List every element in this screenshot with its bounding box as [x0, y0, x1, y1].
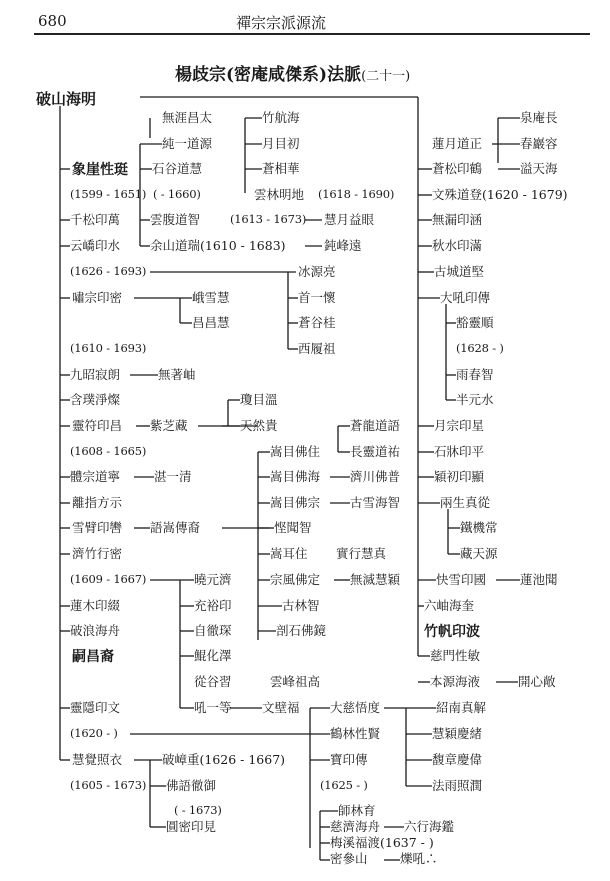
lineage-node: 純一道源	[162, 136, 213, 151]
lineage-node: 充裕印	[194, 598, 232, 613]
lineage-node: 嵩目佛住	[270, 444, 321, 459]
lineage-node: 嵩目佛海	[270, 469, 321, 484]
lineage-node: 紹南真解	[436, 700, 487, 715]
lineage-node: 雲峰祖高	[270, 674, 321, 689]
lineage-node: 首一懷	[298, 290, 336, 305]
lineage-node: 慧穎慶緒	[432, 726, 483, 741]
lineage-node: 梅溪福渡(1637 - )	[330, 835, 434, 850]
lineage-node: 天然貴	[240, 418, 278, 433]
lineage-node: 兩生真從	[440, 495, 491, 510]
lineage-node: (1613 - 1673)	[230, 212, 307, 226]
lineage-node: 蒼相華	[262, 161, 300, 176]
lineage-node: 鯤化澤	[194, 648, 232, 663]
lineage-node: (1608 - 1665)	[70, 444, 147, 458]
lineage-node: 蓮木印綴	[70, 598, 121, 613]
lineage-node: 秋水印滿	[432, 238, 483, 253]
lineage-node: ( - 1673)	[174, 803, 222, 817]
lineage-node: 慧月益眼	[324, 212, 375, 227]
lineage-node: 濟竹行密	[72, 546, 123, 561]
lineage-node: 半元水	[456, 392, 494, 407]
lineage-node: 蓮月道正	[432, 136, 483, 151]
lineage-node: 濟川佛普	[350, 469, 401, 484]
lineage-node: 六岫海奎	[424, 598, 475, 613]
lineage-node: 破浪海舟	[70, 623, 121, 638]
lineage-node: 吼一等	[194, 700, 232, 715]
lineage-node: 石牀印平	[434, 444, 485, 459]
lineage-node: 蒼龍道語	[350, 418, 401, 433]
lineage-node: 爍吼∴	[400, 851, 438, 866]
lineage-node: 竹航海	[262, 110, 300, 125]
lineage-node: 古城道堅	[434, 264, 485, 279]
lineage-node: 古林智	[282, 598, 320, 613]
lineage-node: 瓊目溫	[240, 392, 278, 407]
lineage-node: 快雪印國	[436, 572, 487, 587]
lineage-node: 大慈悟度	[330, 700, 381, 715]
lineage-node: 慈濟海舟	[330, 819, 381, 834]
lineage-node: 余山道瑞(1610 - 1683)	[150, 238, 286, 253]
lineage-node: 自徹琛	[194, 623, 232, 638]
chart-title-suffix: (二十一)	[361, 69, 411, 84]
lineage-node: 古雪海智	[350, 495, 401, 510]
lineage-node: 無著岫	[158, 367, 196, 382]
lineage-node: (1625 - )	[320, 778, 368, 792]
lineage-node: 昌昌慧	[192, 315, 230, 330]
lineage-node: 本源海液	[430, 674, 481, 689]
lineage-node: 靈符印昌	[72, 418, 123, 433]
lineage-node: 紫芝藏	[150, 418, 188, 433]
lineage-node: 嗣昌裔	[72, 649, 114, 665]
lineage-node: (1618 - 1690)	[318, 187, 395, 201]
lineage-node: 慈門性敏	[430, 648, 481, 663]
lineage-node: 文殊道登(1620 - 1679)	[432, 187, 568, 202]
lineage-node: 嵩耳住	[270, 546, 308, 561]
lineage-node: 峨雪慧	[192, 290, 230, 305]
lineage-node: 文壁福	[262, 700, 300, 715]
lineage-node: 九昭寂朗	[70, 367, 121, 382]
lineage-node: 實行慧真	[336, 546, 387, 561]
lineage-node: 穎初印顯	[434, 469, 485, 484]
lineage-node: 無漏印涵	[432, 212, 483, 227]
lineage-node: 體宗道寧	[70, 469, 121, 484]
page-number: 680	[38, 12, 67, 30]
lineage-node: 月宗印星	[434, 418, 485, 433]
lineage-node: 寶印傳	[330, 752, 368, 767]
lineage-node: 佛語徹御	[166, 778, 217, 793]
lineage-node: 慧覺照衣	[72, 752, 123, 767]
lineage-node: 馥章慶偉	[432, 752, 483, 767]
lineage-node: ( - 1660)	[153, 187, 201, 201]
lineage-node: 剖石佛鏡	[276, 623, 327, 638]
lineage-node: 嘯宗印密	[72, 290, 123, 305]
lineage-node: 雪臂印轡	[72, 520, 123, 535]
lineage-node: 法雨照潤	[432, 778, 483, 793]
lineage-node: 雲腹道智	[150, 212, 201, 227]
lineage-node: (1609 - 1667)	[70, 572, 147, 586]
lineage-node: (1610 - 1693)	[70, 341, 147, 355]
lineage-node: 嵩目佛宗	[270, 495, 321, 510]
chart-title-main: 楊歧宗(密庵咸傑系)法脈	[175, 65, 362, 85]
lineage-node: 石谷道慧	[152, 161, 203, 176]
lineage-node: (1605 - 1673)	[70, 778, 147, 792]
lineage-node: 冰源亮	[298, 264, 336, 279]
lineage-node: 悭聞智	[274, 520, 312, 535]
lineage-node: 溢天海	[520, 161, 558, 176]
lineage-node: 鐵機常	[460, 520, 498, 535]
lineage-node: 竹帆印波	[424, 624, 480, 640]
lineage-node: 雨春智	[456, 367, 494, 382]
lineage-node: 豁靈順	[456, 315, 494, 330]
root-master: 破山海明	[36, 90, 97, 108]
lineage-node: 雲林明地	[254, 187, 305, 202]
lineage-node: 云嶠印水	[70, 238, 121, 253]
lineage-node: 離指方示	[72, 495, 123, 510]
lineage-node: 開心敞	[518, 674, 556, 689]
lineage-node: (1620 - )	[70, 726, 118, 740]
lineage-node: 湛一清	[154, 469, 192, 484]
lineage-node: 藏天源	[460, 546, 498, 561]
lineage-node: 圓密印見	[166, 819, 217, 834]
lineage-node: (1626 - 1693)	[70, 264, 147, 278]
lineage-node: 無滅慧穎	[350, 572, 401, 587]
lineage-node: 靈隱印文	[70, 700, 121, 715]
lineage-node: 泉庵長	[520, 110, 558, 125]
lineage-node: 語嵩傳裔	[150, 520, 201, 535]
lineage-node: 月目初	[262, 136, 300, 151]
lineage-node: (1628 - )	[456, 341, 504, 355]
lineage-node: 鈍峰遠	[324, 238, 362, 253]
lineage-node: 蒼谷桂	[298, 315, 336, 330]
lineage-node: 蓮池聞	[520, 572, 558, 587]
running-title: 禪宗宗派源流	[236, 14, 327, 32]
lineage-node: 大吼印傳	[440, 290, 491, 305]
lineage-node: 長靈道祐	[350, 444, 401, 459]
lineage-node: 千松印萬	[70, 212, 121, 227]
lineage-node: 含璞淨燦	[70, 392, 121, 407]
lineage-node: 曉元濟	[194, 572, 232, 587]
lineage-node: 無涯昌太	[162, 110, 213, 125]
lineage-node: 西履祖	[298, 341, 336, 356]
lineage-node: 六行海鑑	[404, 819, 455, 834]
lineage-node: 密參山	[330, 851, 368, 866]
lineage-node: 蒼松印鶴	[432, 161, 483, 176]
lineage-node: 師林育	[338, 803, 376, 818]
lineage-node: 宗風佛定	[270, 572, 321, 587]
lineage-node: 春巖容	[520, 136, 558, 151]
lineage-node: 象崖性珽	[72, 162, 128, 178]
lineage-node: 破嶂重(1626 - 1667)	[162, 752, 286, 767]
lineage-node: 鶴林性賢	[330, 726, 381, 741]
lineage-node: 從谷習	[194, 674, 232, 689]
lineage-node: (1599 - 1651)	[70, 187, 147, 201]
